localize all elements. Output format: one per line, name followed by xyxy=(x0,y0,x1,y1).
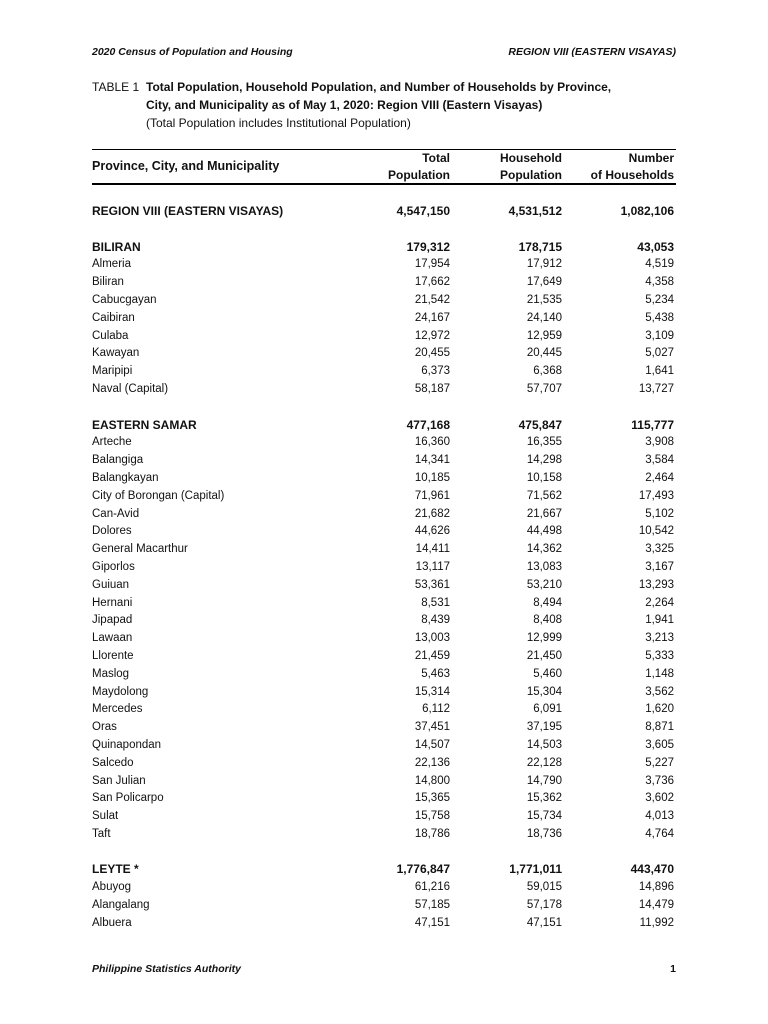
table-row xyxy=(92,470,676,488)
running-header-right: REGION VIII (EASTERN VISAYAS) xyxy=(508,46,676,58)
cell-name: Mercedes xyxy=(92,703,143,716)
cell-household-population: 1,771,011 xyxy=(509,862,562,877)
column-header-number-of-households xyxy=(572,150,674,184)
column-header-household-line2: Population xyxy=(500,168,562,182)
cell-name: Guiuan xyxy=(92,578,130,591)
cell-number-of-households: 3,562 xyxy=(645,685,674,698)
cell-household-population: 17,649 xyxy=(526,276,562,289)
cell-number-of-households: 11,992 xyxy=(639,916,674,929)
cell-number-of-households: 3,109 xyxy=(645,329,674,342)
table-row xyxy=(92,256,676,274)
cell-name: Hernani xyxy=(92,596,133,609)
table-row xyxy=(92,541,676,559)
cell-name: Lawaan xyxy=(92,632,133,645)
cell-name: EASTERN SAMAR xyxy=(92,417,197,432)
cell-name: Maslog xyxy=(92,667,130,680)
column-header-total-population xyxy=(362,150,450,184)
cell-number-of-households: 1,620 xyxy=(645,703,674,716)
cell-total-population: 1,776,847 xyxy=(396,862,450,877)
cell-total-population: 13,003 xyxy=(414,632,450,645)
table-row xyxy=(92,755,676,773)
cell-number-of-households: 5,027 xyxy=(645,347,674,360)
table-row xyxy=(92,506,676,524)
cell-name: Kawayan xyxy=(92,347,140,360)
title-line-1 xyxy=(92,78,682,96)
cell-total-population: 10,185 xyxy=(414,471,450,484)
footer-agency: Philippine Statistics Authority xyxy=(92,963,241,975)
population-table xyxy=(92,203,676,933)
cell-household-population: 21,450 xyxy=(526,649,562,662)
cell-household-population: 16,355 xyxy=(526,436,562,449)
cell-number-of-households: 5,234 xyxy=(645,293,674,306)
cell-number-of-households: 4,764 xyxy=(645,827,674,840)
running-header-left: 2020 Census of Population and Housing xyxy=(92,46,293,58)
cell-household-population: 21,535 xyxy=(526,293,562,306)
table-row xyxy=(92,773,676,791)
cell-name: Dolores xyxy=(92,525,132,538)
cell-total-population: 57,185 xyxy=(414,899,450,912)
table-row xyxy=(92,328,676,346)
cell-total-population: 179,312 xyxy=(406,239,450,254)
cell-household-population: 4,531,512 xyxy=(508,204,562,218)
table-row xyxy=(92,666,676,684)
cell-household-population: 17,912 xyxy=(526,258,562,271)
cell-name: Caibiran xyxy=(92,311,135,324)
cell-number-of-households: 14,896 xyxy=(638,881,674,894)
cell-number-of-households: 10,542 xyxy=(638,525,674,538)
header-rule-bottom xyxy=(92,183,676,185)
cell-number-of-households: 3,325 xyxy=(645,543,674,556)
cell-total-population: 6,373 xyxy=(421,365,450,378)
cell-name: Can-Avid xyxy=(92,507,140,520)
cell-household-population: 14,362 xyxy=(526,543,562,556)
cell-number-of-households: 5,102 xyxy=(645,507,674,520)
cell-total-population: 14,800 xyxy=(414,774,450,787)
cell-number-of-households: 1,641 xyxy=(645,365,674,378)
cell-total-population: 21,542 xyxy=(414,293,450,306)
cell-name: Abuyog xyxy=(92,881,132,894)
cell-name: Jipapad xyxy=(92,614,133,627)
cell-name: Almeria xyxy=(92,258,131,271)
cell-household-population: 13,083 xyxy=(526,560,562,573)
cell-number-of-households: 8,871 xyxy=(645,721,674,734)
cell-total-population: 6,112 xyxy=(422,703,450,716)
cell-household-population: 178,715 xyxy=(518,239,562,254)
cell-name: Balangiga xyxy=(92,454,144,467)
column-header-total-line2: Population xyxy=(388,168,450,182)
cell-total-population: 21,459 xyxy=(414,649,450,662)
cell-number-of-households: 1,941 xyxy=(645,614,674,627)
table-row-group-total xyxy=(92,239,676,257)
table-title xyxy=(92,78,682,132)
cell-household-population: 8,494 xyxy=(533,596,562,609)
cell-total-population: 8,439 xyxy=(421,614,450,627)
cell-number-of-households: 2,264 xyxy=(645,596,674,609)
table-row xyxy=(92,826,676,844)
table-row xyxy=(92,345,676,363)
cell-number-of-households: 443,470 xyxy=(630,862,674,877)
cell-household-population: 37,195 xyxy=(526,721,562,734)
cell-name: REGION VIII (EASTERN VISAYAS) xyxy=(92,204,284,218)
cell-household-population: 59,015 xyxy=(526,881,562,894)
column-header-household-population xyxy=(472,150,562,184)
table-row xyxy=(92,434,676,452)
cell-total-population: 15,758 xyxy=(414,810,450,823)
cell-number-of-households: 13,293 xyxy=(638,578,674,591)
column-header-household-line1: Household xyxy=(500,151,562,165)
cell-number-of-households: 3,213 xyxy=(645,632,674,645)
table-row-group-total xyxy=(92,861,676,879)
cell-number-of-households: 3,602 xyxy=(645,792,674,805)
cell-number-of-households: 17,493 xyxy=(638,489,674,502)
cell-number-of-households: 4,013 xyxy=(645,810,674,823)
title-line-2: City, and Municipality as of May 1, 2020: Region VIII (Eastern Visayas) xyxy=(146,98,543,112)
cell-name: Naval (Capital) xyxy=(92,382,169,395)
cell-number-of-households: 5,333 xyxy=(645,649,674,662)
cell-total-population: 5,463 xyxy=(421,667,450,680)
cell-total-population: 16,360 xyxy=(414,436,450,449)
cell-total-population: 8,531 xyxy=(421,596,450,609)
cell-name: Alangalang xyxy=(92,899,150,912)
table-row xyxy=(92,790,676,808)
cell-total-population: 47,151 xyxy=(414,916,450,929)
cell-name: San Julian xyxy=(92,774,146,787)
cell-name: Maydolong xyxy=(92,685,149,698)
cell-name: City of Borongan (Capital) xyxy=(92,489,225,502)
table-row xyxy=(92,452,676,470)
cell-total-population: 14,341 xyxy=(414,454,450,467)
cell-total-population: 17,954 xyxy=(414,258,450,271)
table-row xyxy=(92,559,676,577)
cell-household-population: 57,707 xyxy=(526,382,562,395)
cell-name: Albuera xyxy=(92,916,132,929)
cell-household-population: 57,178 xyxy=(526,899,562,912)
row-spacer xyxy=(92,399,676,417)
cell-household-population: 15,734 xyxy=(526,810,562,823)
column-header-name: Province, City, and Municipality xyxy=(92,159,280,173)
table-row-group-total xyxy=(92,203,676,221)
table-row-group-total xyxy=(92,417,676,435)
table-row xyxy=(92,719,676,737)
cell-total-population: 61,216 xyxy=(414,881,450,894)
cell-household-population: 71,562 xyxy=(526,489,562,502)
cell-total-population: 37,451 xyxy=(414,721,450,734)
cell-total-population: 12,972 xyxy=(414,329,450,342)
cell-household-population: 18,736 xyxy=(526,827,562,840)
cell-household-population: 53,210 xyxy=(526,578,562,591)
cell-household-population: 14,790 xyxy=(526,774,562,787)
cell-name: General Macarthur xyxy=(92,543,188,556)
cell-number-of-households: 4,358 xyxy=(645,276,674,289)
cell-household-population: 12,959 xyxy=(526,329,562,342)
cell-name: Maripipi xyxy=(92,365,133,378)
cell-number-of-households: 3,736 xyxy=(645,774,674,787)
cell-number-of-households: 14,479 xyxy=(638,899,674,912)
cell-household-population: 8,408 xyxy=(533,614,562,627)
cell-total-population: 18,786 xyxy=(414,827,450,840)
cell-household-population: 15,362 xyxy=(526,792,562,805)
cell-household-population: 44,498 xyxy=(526,525,562,538)
title-text-1: Total Population, Household Population, and Number of Households by Province, xyxy=(146,80,612,94)
cell-name: Oras xyxy=(92,721,117,734)
column-header-total-line1: Total xyxy=(422,151,450,165)
cell-number-of-households: 2,464 xyxy=(645,471,674,484)
cell-total-population: 14,507 xyxy=(414,738,450,751)
column-header-households-line2: of Households xyxy=(590,168,674,182)
row-spacer xyxy=(92,844,676,862)
cell-total-population: 22,136 xyxy=(414,756,450,769)
cell-total-population: 71,961 xyxy=(414,489,450,502)
cell-total-population: 24,167 xyxy=(414,311,450,324)
row-spacer xyxy=(92,221,676,239)
cell-name: Quinapondan xyxy=(92,738,162,751)
table-row xyxy=(92,808,676,826)
page-number: 1 xyxy=(670,963,676,975)
cell-number-of-households: 5,438 xyxy=(645,311,674,324)
cell-name: Taft xyxy=(92,827,111,840)
table-row xyxy=(92,523,676,541)
cell-number-of-households: 3,605 xyxy=(645,738,674,751)
cell-name: Sulat xyxy=(92,810,119,823)
cell-total-population: 58,187 xyxy=(414,382,450,395)
cell-household-population: 12,999 xyxy=(526,632,562,645)
table-row xyxy=(92,630,676,648)
cell-name: Biliran xyxy=(92,276,124,289)
cell-household-population: 15,304 xyxy=(526,685,562,698)
cell-number-of-households: 4,519 xyxy=(645,258,674,271)
cell-household-population: 22,128 xyxy=(526,756,562,769)
table-row xyxy=(92,310,676,328)
table-row xyxy=(92,879,676,897)
cell-number-of-households: 1,148 xyxy=(645,667,674,680)
table-row xyxy=(92,381,676,399)
table-row xyxy=(92,648,676,666)
cell-total-population: 13,117 xyxy=(415,560,450,573)
cell-household-population: 24,140 xyxy=(526,311,562,324)
cell-household-population: 14,503 xyxy=(526,738,562,751)
cell-household-population: 6,091 xyxy=(533,703,562,716)
cell-name: Arteche xyxy=(92,436,132,449)
cell-number-of-households: 5,227 xyxy=(645,756,674,769)
table-row xyxy=(92,292,676,310)
cell-household-population: 47,151 xyxy=(526,916,562,929)
cell-name: Giporlos xyxy=(92,560,135,573)
cell-name: LEYTE * xyxy=(92,862,139,877)
cell-number-of-households: 3,584 xyxy=(645,454,674,467)
cell-name: Balangkayan xyxy=(92,471,159,484)
cell-total-population: 17,662 xyxy=(414,276,450,289)
table-row xyxy=(92,897,676,915)
cell-household-population: 14,298 xyxy=(526,454,562,467)
cell-total-population: 44,626 xyxy=(414,525,450,538)
table-row xyxy=(92,577,676,595)
cell-number-of-households: 115,777 xyxy=(631,417,674,432)
cell-total-population: 15,314 xyxy=(414,685,450,698)
title-note: (Total Population includes Institutional Population) xyxy=(146,116,411,130)
cell-number-of-households: 1,082,106 xyxy=(620,204,674,218)
cell-household-population: 20,445 xyxy=(526,347,562,360)
cell-total-population: 20,455 xyxy=(414,347,450,360)
cell-name: Salcedo xyxy=(92,756,134,769)
table-row xyxy=(92,274,676,292)
table-row xyxy=(92,488,676,506)
cell-name: San Policarpo xyxy=(92,792,164,805)
cell-total-population: 14,411 xyxy=(415,543,450,556)
cell-household-population: 6,368 xyxy=(533,365,562,378)
cell-household-population: 5,460 xyxy=(533,667,562,680)
cell-total-population: 4,547,150 xyxy=(396,204,450,218)
table-label: TABLE 1 xyxy=(92,80,140,94)
cell-number-of-households: 13,727 xyxy=(638,382,674,395)
table-row xyxy=(92,363,676,381)
cell-total-population: 477,168 xyxy=(406,417,450,432)
cell-number-of-households: 43,053 xyxy=(637,239,674,254)
table-row xyxy=(92,915,676,933)
cell-household-population: 10,158 xyxy=(526,471,562,484)
cell-total-population: 53,361 xyxy=(414,578,450,591)
table-row xyxy=(92,612,676,630)
cell-total-population: 15,365 xyxy=(414,792,450,805)
table-row xyxy=(92,595,676,613)
cell-number-of-households: 3,167 xyxy=(645,560,674,573)
cell-total-population: 21,682 xyxy=(414,507,450,520)
table-row xyxy=(92,684,676,702)
cell-household-population: 475,847 xyxy=(518,417,562,432)
cell-household-population: 21,667 xyxy=(526,507,562,520)
cell-number-of-households: 3,908 xyxy=(645,436,674,449)
cell-name: Llorente xyxy=(92,649,134,662)
table-row xyxy=(92,701,676,719)
cell-name: BILIRAN xyxy=(92,239,141,254)
column-header-households-line1: Number xyxy=(628,151,674,165)
table-row xyxy=(92,737,676,755)
cell-name: Culaba xyxy=(92,329,129,342)
cell-name: Cabucgayan xyxy=(92,293,157,306)
